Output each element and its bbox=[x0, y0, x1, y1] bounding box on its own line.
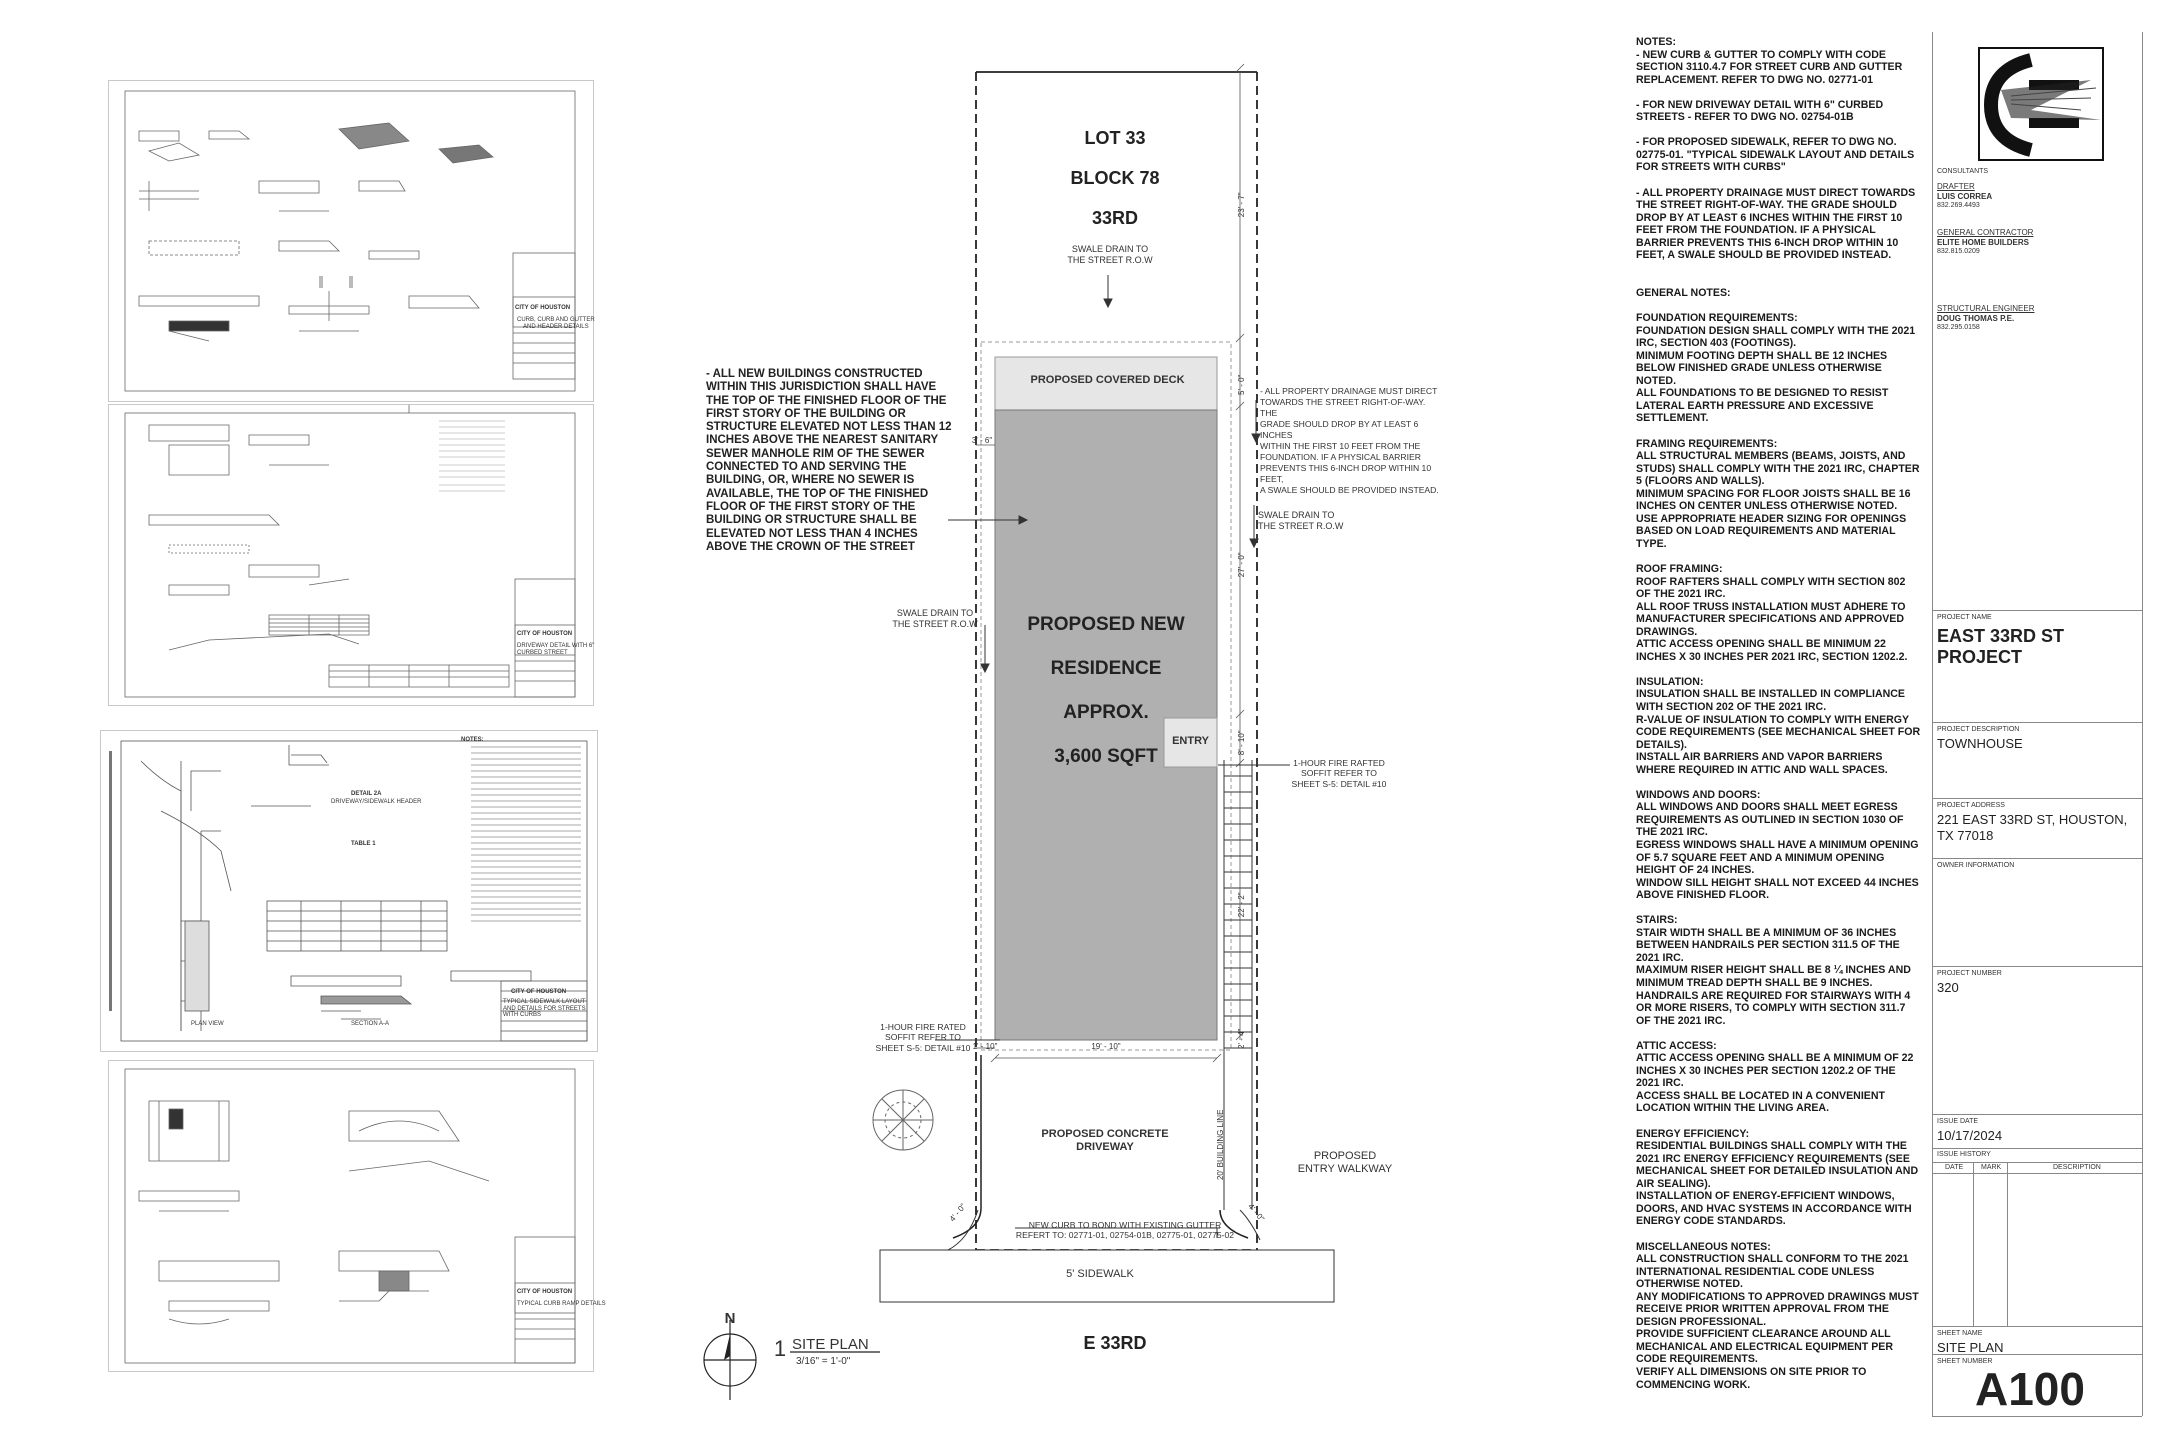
general-note-line: STAIR WIDTH SHALL BE A MINIMUM OF 36 INCHES BETWEEN HANDRAILS PER SECTION 311.5 OF THE 2021 IRC. bbox=[1636, 926, 1900, 964]
ref3-plan-view: PLAN VIEW bbox=[191, 1021, 224, 1027]
general-note-line: ATTIC ACCESS OPENING SHALL BE A MINIMUM OF 22 INCHES X 30 INCHES PER SECTION 1202.2 OF THE 2021 IRC. bbox=[1636, 1052, 1914, 1090]
project-address: 221 EAST 33RD ST, HOUSTON, TX 77018 bbox=[1937, 812, 2128, 843]
lot-line-1: LOT 33 bbox=[1084, 128, 1146, 148]
residence-label bbox=[1000, 592, 1212, 790]
general-note-line: INSTALLATION OF ENERGY-EFFICIENT WINDOWS, DOORS, AND HVAC SYSTEMS IN ACCORDANCE WITH ENERGY CODE STANDARDS. bbox=[1636, 1190, 1912, 1228]
issue-history-label: ISSUE HISTORY bbox=[1937, 1151, 1991, 1158]
ref1-agency: CITY OF HOUSTON bbox=[515, 305, 571, 311]
curb-note: NEW CURB TO BOND WITH EXISTING GUTTER REFERT TO: 02771-01, 02754-01B, 02775-01, 02775-02 bbox=[1015, 1220, 1235, 1241]
dim-left: 1' - 10" bbox=[972, 1042, 998, 1051]
building-line-label: 20' BUILDING LINE bbox=[1216, 1109, 1226, 1181]
general-note-line: MISCELLANEOUS NOTES: bbox=[1636, 1240, 1771, 1253]
general-notes bbox=[1636, 36, 1922, 1391]
se-name: DOUG THOMAS P.E. bbox=[1937, 314, 2015, 323]
title-name: SITE PLAN bbox=[792, 1336, 869, 1353]
ref2-title: DRIVEWAY DETAIL WITH 6" CURBED STREET bbox=[517, 643, 595, 656]
general-note-line: VERIFY ALL DIMENSIONS ON SITE PRIOR TO COMMENCING WORK. bbox=[1636, 1365, 1867, 1391]
general-note-line: NOTES: bbox=[1636, 36, 1677, 48]
dim-side: 3' - 6" bbox=[971, 436, 993, 445]
dim-curb-left: 4' - 0" bbox=[947, 1201, 968, 1224]
project-name: EAST 33RD ST PROJECT bbox=[1937, 626, 2065, 667]
dim-top: 23' - 7" bbox=[1237, 192, 1247, 218]
covered-deck-label: PROPOSED COVERED DECK bbox=[1030, 374, 1185, 386]
general-note-line bbox=[1636, 425, 1922, 438]
general-note-line: INSULATION: bbox=[1636, 675, 1704, 688]
sheet-number-label: SHEET NUMBER bbox=[1937, 1358, 1993, 1365]
ref3-agency: CITY OF HOUSTON bbox=[511, 989, 567, 995]
elevation-note-2: CONNECTED TO AND SERVING THE BUILDING, OR, WHERE NO SEWER IS AVAILABLE, THE TOP OF THE FINISHED FLOOR OF THE FIRST STORY OF THE BUILDING OR STRUCTURE SHALL BE ELEVATED NOT LESS THAN 4 INCHES ABOVE THE CROWN OF THE STREET bbox=[706, 461, 929, 553]
dim-curb-right: 4' - 0" bbox=[1246, 1201, 1267, 1224]
sheet-name-label: SHEET NAME bbox=[1937, 1330, 1983, 1337]
gc-name: ELITE HOME BUILDERS bbox=[1937, 238, 2030, 247]
project-desc-label: PROJECT DESCRIPTION bbox=[1937, 726, 2020, 733]
swale-top-note: SWALE DRAIN TO THE STREET R.O.W bbox=[1067, 244, 1153, 265]
drainage-note: - ALL PROPERTY DRAINAGE MUST DIRECT TOWARDS THE STREET RIGHT-OF-WAY. THE GRADE SHOULD DROP BY AT LEAST 6 INCHES WITHIN THE FIRST 10 FEET FROM THE FOUNDATION. IF A PHYSICAL BARRIER PREVENTS THIS 6-INCH DROP WITHIN 10 FEET, A SWALE SHOULD BE PROVIDED INSTEAD. bbox=[1260, 386, 1439, 495]
project-number: 320 bbox=[1937, 980, 1959, 995]
residence-line-3: APPROX. bbox=[1063, 702, 1149, 723]
dim-entry: 8' - 10" bbox=[1237, 730, 1247, 756]
entry-label: ENTRY bbox=[1172, 735, 1209, 747]
general-note-line: - ALL PROPERTY DRAINAGE MUST DIRECT TOWARDS THE STREET RIGHT-OF-WAY. THE GRADE SHOULD DROP BY AT LEAST 6 INCHES WITHIN THE FIRST 10 FEET FROM THE FOUNDATION. IF A PHYSICAL BARRIER PREVENTS THIS 6-INCH DROP WITHIN 10 FEET, A SWALE SHOULD BE PROVIDED INSTEAD. bbox=[1636, 186, 1916, 262]
company-logo bbox=[1971, 40, 2111, 170]
general-note-line: HANDRAILS ARE REQUIRED FOR STAIRWAYS WITH 4 OR MORE RISERS, TO COMPLY WITH SECTION 311.7 OF THE 2021 IRC. bbox=[1636, 989, 1911, 1027]
ref3-detail-sub: DRIVEWAY/SIDEWALK HEADER bbox=[331, 799, 422, 805]
ref3-section: SECTION A-A bbox=[351, 1021, 390, 1027]
general-note-line: USE APPROPRIATE HEADER SIZING FOR OPENINGS BASED ON LOAD REQUIREMENTS AND MATERIAL TYPE. bbox=[1636, 512, 1907, 550]
fire-soffit-right: 1-HOUR FIRE RAFTED SOFFIT REFER TO SHEET S-5: DETAIL #10 bbox=[1291, 758, 1387, 789]
se-phone: 832.295.0158 bbox=[1937, 324, 1980, 331]
general-note-line bbox=[1636, 86, 1922, 99]
general-note-line: - FOR NEW DRIVEWAY DETAIL WITH 6" CURBED STREETS - REFER TO DWG NO. 02754-01B bbox=[1636, 98, 1884, 124]
general-note-line: ALL FOUNDATIONS TO BE DESIGNED TO RESIST LATERAL EARTH PRESSURE AND EXCESSIVE SETTLEMENT. bbox=[1636, 387, 1889, 425]
ref3-title: TYPICAL SIDEWALK LAYOUT AND DETAILS FOR STREETS WITH CURBS bbox=[503, 999, 586, 1019]
ref1-title: CURB, CURB AND GUTTER AND HEADER DETAILS bbox=[517, 317, 595, 330]
ref2-agency: CITY OF HOUSTON bbox=[517, 631, 573, 637]
general-note-line: ALL STRUCTURAL MEMBERS (BEAMS, JOISTS, AND STUDS) SHALL COMPLY WITH THE 2021 IRC, CHAPTER 5 (FLOORS AND WALLS). bbox=[1636, 450, 1920, 488]
project-number-label: PROJECT NUMBER bbox=[1937, 970, 2002, 977]
general-note-line: - FOR PROPOSED SIDEWALK, REFER TO DWG NO. 02775-01. "TYPICAL SIDEWALK LAYOUT AND DETAILS FOR STREETS WITH CURBS" bbox=[1636, 136, 1915, 174]
issue-date: 10/17/2024 bbox=[1937, 1128, 2003, 1143]
consultants-label: CONSULTANTS bbox=[1937, 168, 1989, 175]
project-name-label: PROJECT NAME bbox=[1937, 614, 1992, 621]
general-note-line: R-VALUE OF INSULATION TO COMPLY WITH ENERGY CODE REQUIREMENTS (SEE MECHANICAL SHEET FOR DETAILS). bbox=[1636, 713, 1921, 751]
general-note-line: ANY MODIFICATIONS TO APPROVED DRAWINGS MUST RECEIVE PRIOR WRITTEN APPROVAL FROM THE DESIGN PROFESSIONAL. bbox=[1636, 1290, 1919, 1328]
lot-line-2: BLOCK 78 bbox=[1070, 168, 1160, 188]
general-note-line: RESIDENTIAL BUILDINGS SHALL COMPLY WITH THE 2021 IRC ENERGY EFFICIENCY REQUIREMENTS (SEE MECHANICAL SHEET FOR DETAILED INSULATION AND AIR SEALING). bbox=[1636, 1140, 1919, 1190]
dim-deck: 5' - 0" bbox=[1237, 374, 1247, 395]
drafter-name: LUIS CORREA bbox=[1937, 192, 1993, 201]
general-note-line: MAXIMUM RISER HEIGHT SHALL BE 8 ¼ INCHES AND MINIMUM TREAD DEPTH SHALL BE 9 INCHES. bbox=[1636, 964, 1911, 990]
general-note-line: ATTIC ACCESS: bbox=[1636, 1039, 1717, 1052]
issue-date-label: ISSUE DATE bbox=[1937, 1118, 1979, 1125]
general-note-line: ROOF RAFTERS SHALL COMPLY WITH SECTION 802 OF THE 2021 IRC. bbox=[1636, 575, 1906, 601]
general-note-line: ACCESS SHALL BE LOCATED IN A CONVENIENT LOCATION WITHIN THE LIVING AREA. bbox=[1636, 1089, 1885, 1115]
residence-line-4: 3,600 SQFT bbox=[1054, 746, 1158, 767]
general-note-line bbox=[1636, 1115, 1922, 1128]
general-note-line: STAIRS: bbox=[1636, 914, 1678, 927]
entry-walkway bbox=[1224, 760, 1252, 1210]
residence-line-2: RESIDENCE bbox=[1050, 658, 1162, 679]
gc-role: GENERAL CONTRACTOR bbox=[1937, 228, 2034, 237]
lot-label bbox=[1060, 108, 1170, 248]
residence-line-1: PROPOSED NEW bbox=[1027, 614, 1185, 635]
swale-left-note: SWALE DRAIN TO THE STREET R.O.W bbox=[892, 608, 978, 629]
general-note-line bbox=[1636, 1027, 1922, 1040]
north-arrow-icon bbox=[704, 1320, 756, 1400]
general-note-line bbox=[1636, 902, 1922, 915]
general-note-line bbox=[1636, 274, 1922, 287]
general-note-line bbox=[1636, 174, 1922, 187]
dim-main: 27' - 0" bbox=[1237, 552, 1247, 578]
hist-col-mark: MARK bbox=[1981, 1164, 2002, 1171]
project-desc: TOWNHOUSE bbox=[1937, 736, 2023, 751]
drafter-role: DRAFTER bbox=[1937, 182, 1975, 191]
sheet-name: SITE PLAN bbox=[1937, 1340, 2004, 1355]
dim-width: 19' - 10" bbox=[1091, 1042, 1121, 1051]
driveway-label: PROPOSED CONCRETE DRIVEWAY bbox=[1041, 1128, 1169, 1154]
tree-symbol bbox=[873, 1090, 933, 1150]
ref3-detail: DETAIL 2A bbox=[351, 791, 382, 797]
general-note-line bbox=[1636, 663, 1922, 676]
general-note-line: ALL WINDOWS AND DOORS SHALL MEET EGRESS REQUIREMENTS AS OUTLINED IN SECTION 1030 OF THE 2021 IRC. bbox=[1636, 801, 1904, 839]
drafter-phone: 832.269.4493 bbox=[1937, 202, 1980, 209]
general-note-line: - NEW CURB & GUTTER TO COMPLY WITH CODE SECTION 3110.4.7 FOR STREET CURB AND GUTTER REPLACEMENT. REFER TO DWG NO. 02771-01 bbox=[1636, 48, 1903, 86]
general-note-line: INSTALL AIR BARRIERS AND VAPOR BARRIERS WHERE REQUIRED IN ATTIC AND WALL SPACES. bbox=[1636, 751, 1888, 776]
general-note-line: ATTIC ACCESS OPENING SHALL BE MINIMUM 22 INCHES X 30 INCHES PER 2021 IRC, SECTION 1202.2. bbox=[1636, 638, 1908, 663]
title-scale: 3/16" = 1'-0" bbox=[796, 1356, 851, 1367]
general-note-line: ALL CONSTRUCTION SHALL CONFORM TO THE 2021 INTERNATIONAL RESIDENTIAL CODE UNLESS OTHERWISE NOTED. bbox=[1636, 1253, 1909, 1291]
ref3-notes: NOTES: bbox=[461, 737, 484, 743]
lot-line-3: 33RD bbox=[1091, 208, 1139, 228]
general-note-line: WINDOW SILL HEIGHT SHALL NOT EXCEED 44 INCHES ABOVE FINISHED FLOOR. bbox=[1636, 876, 1919, 902]
general-note-line: FOUNDATION REQUIREMENTS: bbox=[1636, 312, 1798, 325]
general-note-line bbox=[1636, 776, 1922, 789]
hist-col-desc: DESCRIPTION bbox=[2053, 1164, 2101, 1171]
general-note-line: ALL ROOF TRUSS INSTALLATION MUST ADHERE TO MANUFACTURER SPECIFICATIONS AND APPROVED DRAWINGS. bbox=[1636, 600, 1906, 638]
general-note-line: MINIMUM FOOTING DEPTH SHALL BE 12 INCHES BELOW FINISHED GRADE UNLESS OTHERWISE NOTED. bbox=[1636, 349, 1888, 387]
title-number: 1 bbox=[773, 1336, 787, 1361]
general-note-line: ROOF FRAMING: bbox=[1636, 562, 1723, 575]
general-note-line: FRAMING REQUIREMENTS: bbox=[1636, 437, 1778, 450]
general-note-line bbox=[1636, 550, 1922, 563]
general-note-line bbox=[1636, 1228, 1922, 1241]
general-note-line: MINIMUM SPACING FOR FLOOR JOISTS SHALL BE 16 INCHES ON CENTER UNLESS OTHERWISE NOTED. bbox=[1636, 487, 1911, 513]
general-note-line: EGRESS WINDOWS SHALL HAVE A MINIMUM OPENING OF 5.7 SQUARE FEET AND A MINIMUM OPENING HEIGHT OF 24 INCHES. bbox=[1636, 839, 1919, 877]
dim-lower: 22' - 2" bbox=[1237, 892, 1247, 918]
elevation-notes bbox=[706, 368, 954, 554]
general-note-line: PROVIDE SUFFICIENT CLEARANCE AROUND ALL MECHANICAL AND ELECTRICAL EQUIPMENT PER CODE REQUIREMENTS. bbox=[1636, 1328, 1894, 1366]
title-block bbox=[1932, 32, 2143, 1416]
dim-bottom: 2' - 4" bbox=[1237, 1028, 1247, 1049]
fire-soffit-left: 1-HOUR FIRE RATED SOFFIT REFER TO SHEET S-5: DETAIL #10 bbox=[875, 1022, 971, 1053]
general-note-line bbox=[1636, 124, 1922, 137]
owner-label: OWNER INFORMATION bbox=[1937, 862, 2015, 869]
elevation-note-1: - ALL NEW BUILDINGS CONSTRUCTED WITHIN THIS JURISDICTION SHALL HAVE THE TOP OF THE FINISHED FLOOR OF THE FIRST STORY OF THE BUILDING OR STRUCTURE ELEVATED NOT LESS THAN 12 INCHES ABOVE THE NEAREST SANITARY SEWER MANHOLE RIM OF THE SEWER bbox=[706, 368, 952, 460]
hist-col-date: DATE bbox=[1945, 1164, 1964, 1171]
gc-phone: 832.815.0209 bbox=[1937, 248, 1980, 255]
street-label: E 33RD bbox=[1083, 1333, 1147, 1353]
sidewalk-label: 5' SIDEWALK bbox=[1066, 1268, 1134, 1280]
general-note-line: ENERGY EFFICIENCY: bbox=[1636, 1127, 1750, 1140]
entry-walkway-label: PROPOSED ENTRY WALKWAY bbox=[1297, 1150, 1393, 1176]
se-role: STRUCTURAL ENGINEER bbox=[1937, 304, 2035, 313]
general-note-line: FOUNDATION DESIGN SHALL COMPLY WITH THE 2021 IRC, SECTION 403 (FOOTINGS). bbox=[1636, 324, 1916, 350]
sheet-number: A100 bbox=[1975, 1363, 2085, 1415]
general-note-line: WINDOWS AND DOORS: bbox=[1636, 788, 1761, 801]
swale-right-note: SWALE DRAIN TO THE STREET R.O.W bbox=[1258, 510, 1344, 531]
ref3-table-label: TABLE 1 bbox=[351, 841, 376, 847]
project-address-label: PROJECT ADDRESS bbox=[1937, 802, 2005, 809]
general-note-line: GENERAL NOTES: bbox=[1636, 286, 1731, 299]
ref4-title: TYPICAL CURB RAMP DETAILS bbox=[517, 1301, 606, 1307]
north-label: N bbox=[724, 1310, 736, 1327]
general-note-line bbox=[1636, 262, 1922, 275]
general-note-line: INSULATION SHALL BE INSTALLED IN COMPLIANCE WITH SECTION 202 OF THE 2021 IRC. bbox=[1636, 688, 1905, 713]
ref4-agency: CITY OF HOUSTON bbox=[517, 1289, 573, 1295]
general-note-line bbox=[1636, 299, 1922, 312]
